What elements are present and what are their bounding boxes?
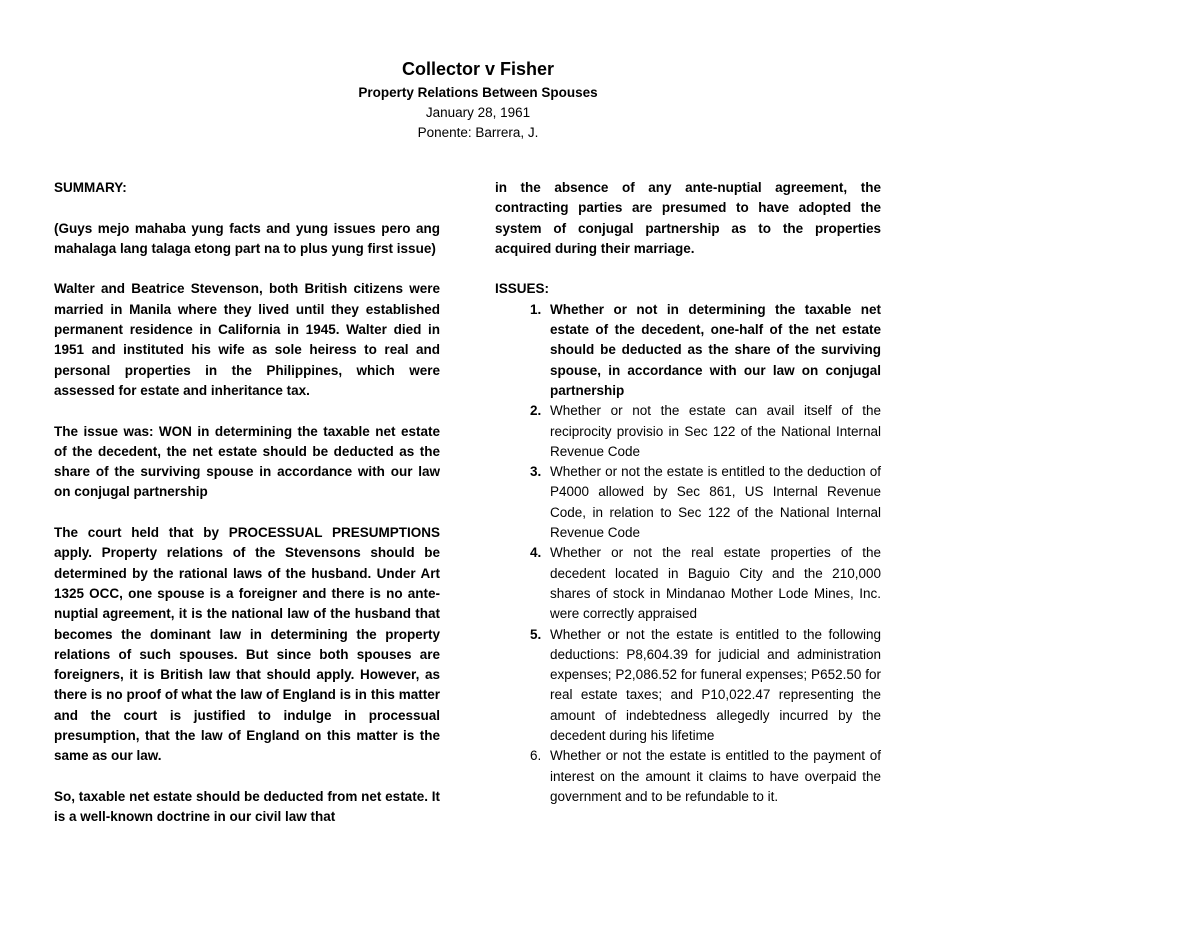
issue-text: Whether or not the estate is entitled to the deduction of P4000 allowed by Sec 861, US Internal Revenue Code, in relation to Sec 122 of the National Internal Revenue Code (550, 464, 881, 541)
issue-paragraph: The issue was: WON in determining the taxable net estate of the decedent, the net estate should be deducted as the share of the surviving spouse in accordance with our law on conjugal partnership (54, 423, 440, 500)
issues-heading: ISSUES: (495, 281, 550, 297)
case-ponente: Ponente: Barrera, J. (417, 125, 539, 140)
issue-number: 3. (530, 464, 542, 480)
list-item (495, 462, 881, 543)
list-item (495, 401, 881, 462)
conclusion-paragraph: So, taxable net estate should be deducted from net estate. It is a well-known doctrine in our civil law that (54, 788, 440, 825)
list-item (495, 746, 881, 807)
list-item (495, 543, 881, 624)
issue-text: Whether or not the estate is entitled to the payment of interest on the amount it claims to have overpaid the government and to be refundable to it. (550, 748, 881, 804)
issue-text: Whether or not the real estate properties of the decedent located in Baguio City and the 210,000 shares of stock in Mindanao Mother Lode Mines, Inc. were correctly appraised (550, 545, 881, 622)
document-header (0, 56, 956, 143)
facts-paragraph: Walter and Beatrice Stevenson, both British citizens were married in Manila where they lived until they established permanent residence in California in 1945. Walter died in 1951 and instituted his wife as sole heiress to real and personal properties in the Philippines, which were assessed for estate and inheritance tax. (54, 281, 440, 398)
issue-number: 4. (530, 545, 542, 561)
case-date: January 28, 1961 (425, 105, 531, 120)
issues-list (495, 300, 881, 807)
summary-note: (Guys mejo mahaba yung facts and yung issues pero ang mahalaga lang talaga etong part na to plus yung first issue) (54, 220, 440, 256)
issue-number: 5. (530, 626, 542, 642)
issue-text: Whether or not the estate can avail itself of the reciprocity provisio in Sec 122 of the National Internal Revenue Code (550, 403, 881, 459)
issue-text: Whether or not in determining the taxable net estate of the decedent, one-half of the net estate should be deducted as the share of the surviving spouse, in accordance with our law on conjugal partnership (550, 301, 881, 398)
left-column (54, 178, 440, 828)
case-title: Collector v Fisher (401, 59, 555, 79)
summary-heading: SUMMARY: (54, 180, 127, 195)
issue-number: 1. (530, 301, 542, 317)
right-column (495, 178, 881, 807)
held-paragraph: The court held that by PROCESSUAL PRESUMPTIONS apply. Property relations of the Stevensons should be determined by the rational laws of the husband. Under Art 1325 OCC, one spouse is a foreigner and there is no ante-nuptial agreement, it is the national law of the husband that becomes the dominant law in determining the property relations of such spouses. But since both spouses are foreigners, it is British law that should apply. However, as there is no proof of what the law of England is in this matter and the court is justified to indulge in processual presumption, that the law of England on this matter is the same as our law. (54, 525, 440, 764)
issue-number: 2. (530, 403, 542, 419)
case-subtitle: Property Relations Between Spouses (358, 85, 598, 100)
issue-number: 6. (530, 748, 542, 764)
list-item (495, 300, 881, 401)
list-item (495, 625, 881, 747)
continued-paragraph: in the absence of any ante-nuptial agreement, the contracting parties are presumed to have adopted the system of conjugal partnership as to the properties acquired during their marriage. (495, 180, 881, 256)
issue-text: Whether or not the estate is entitled to the following deductions: P8,604.39 for judicial and administration expenses; P2,086.52 for funeral expenses; P652.50 for real estate taxes; and P10,022.47 representing the amount of indebtedness allegedly incurred by the decedent during his lifetime (550, 626, 881, 744)
